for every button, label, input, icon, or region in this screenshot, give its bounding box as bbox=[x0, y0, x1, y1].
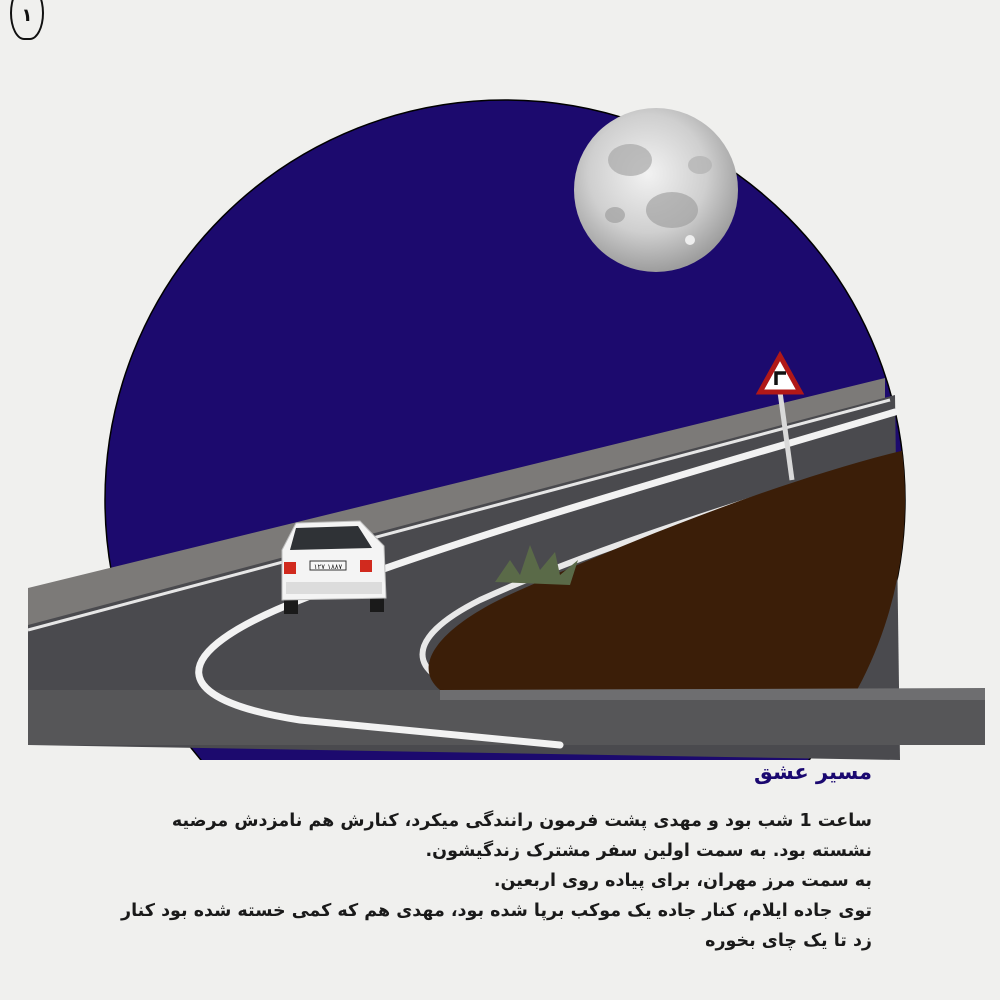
moon bbox=[574, 108, 738, 272]
car-license-plate: ۱۲۷ ۱۸۸۷ bbox=[313, 563, 343, 571]
story-paragraph: توی جاده ایلام، کنار جاده یک موکب برپا شده بود، مهدی هم که کمی خسته شده بود کنار زد تا یک چای بخوره bbox=[121, 901, 872, 951]
story-title: مسیر عشق bbox=[754, 760, 872, 784]
page-number: ۱ bbox=[21, 5, 33, 26]
story-paragraph: به سمت مرز مهران، برای پیاده روی اربعین. bbox=[493, 871, 872, 891]
story-paragraph: ساعت 1 شب بود و مهدی پشت فرمون رانندگی میکرد، کنارش هم نامزدش مرضیه نشسته بود. به سمت اولین سفر مشترک زندگیشون. bbox=[171, 811, 872, 861]
story-body bbox=[112, 806, 872, 956]
